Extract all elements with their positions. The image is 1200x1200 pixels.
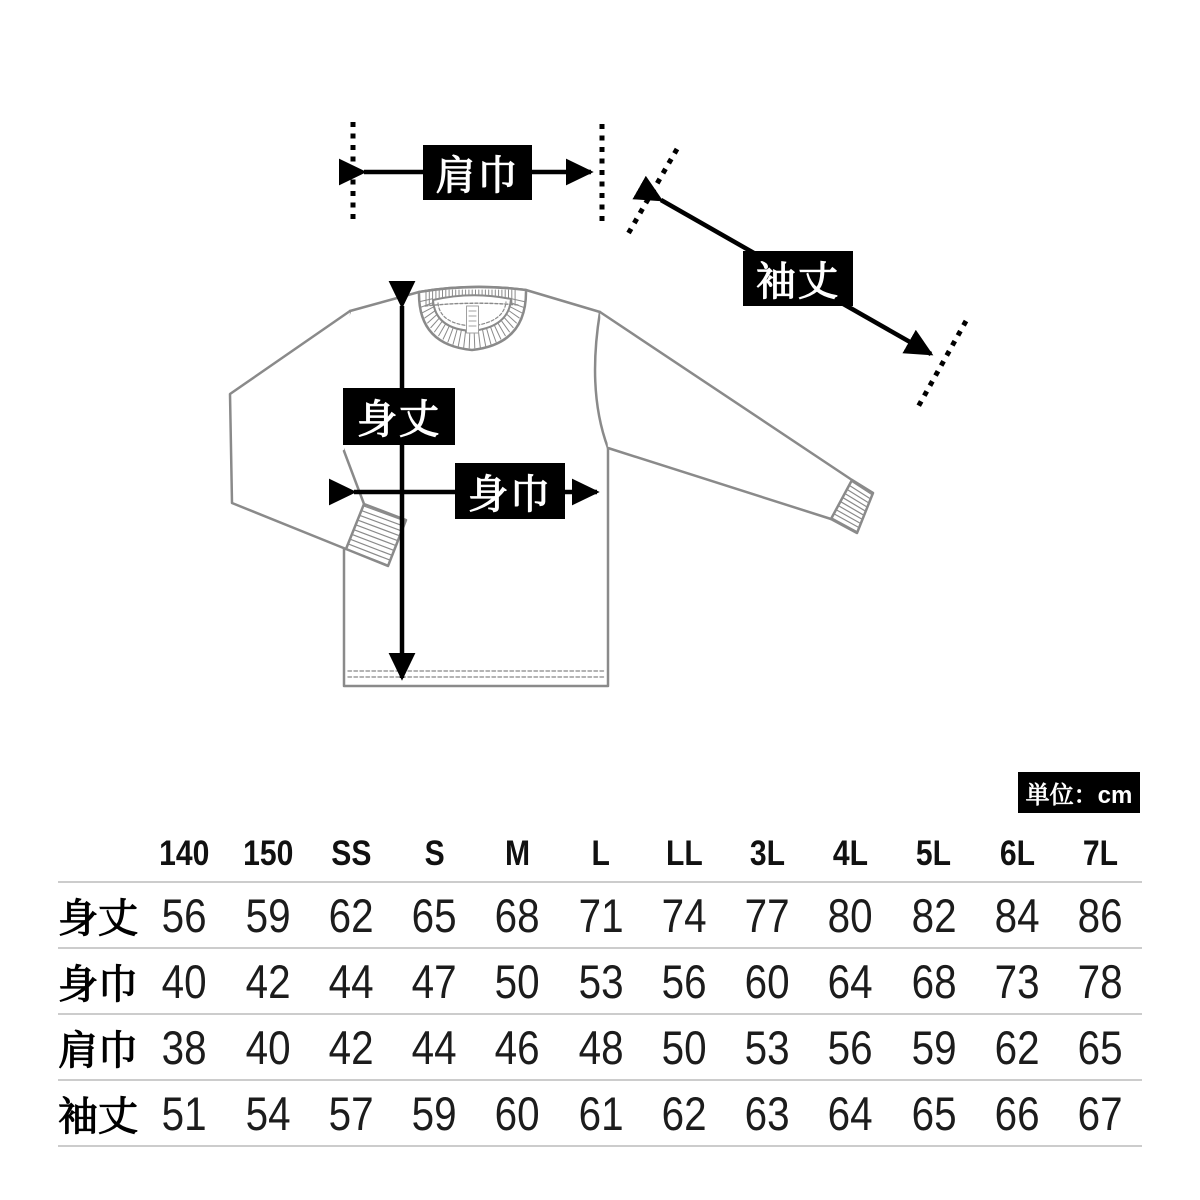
- measurement-value-cell: 74: [661, 888, 707, 942]
- measurement-value-cell: 44: [411, 1020, 457, 1074]
- measurement-value-cell: 56: [661, 954, 707, 1008]
- measurement-value-cell: 48: [578, 1020, 624, 1074]
- size-header-cell: 4L: [833, 833, 869, 873]
- measurement-value-cell: 80: [828, 888, 874, 942]
- measurement-value-cell: 82: [911, 888, 957, 942]
- measurement-value-cell: 65: [911, 1086, 957, 1140]
- measurement-value-cell: 64: [828, 954, 874, 1008]
- measurement-value-cell: 56: [162, 888, 208, 942]
- measurement-value-cell: 67: [1077, 1086, 1123, 1140]
- shoulder-width-label: 肩巾: [423, 145, 532, 200]
- measurement-row: [58, 883, 1142, 949]
- sleeve-guide-top: [628, 149, 677, 234]
- measurement-value-cell: 42: [328, 1020, 374, 1074]
- measurement-value-cell: 62: [328, 888, 374, 942]
- measurement-value-cell: 78: [1077, 954, 1123, 1008]
- size-header-cell: 150: [242, 833, 293, 873]
- size-header-cell: L: [591, 833, 611, 873]
- measurement-value-cell: 68: [911, 954, 957, 1008]
- measurement-value-cell: 46: [495, 1020, 541, 1074]
- size-header-cell: 5L: [916, 833, 952, 873]
- body-length-label: 身丈: [343, 388, 455, 445]
- measurement-value-cell: 57: [328, 1086, 374, 1140]
- measurement-value-cell: 77: [744, 888, 790, 942]
- sleeve-guide-bottom: [918, 321, 966, 407]
- measurement-row: [58, 949, 1142, 1015]
- sleeve-length-label: 袖丈: [743, 251, 853, 306]
- measurement-value-cell: 65: [411, 888, 457, 942]
- measurement-value-cell: 65: [1077, 1020, 1123, 1074]
- size-header-cell: 6L: [999, 833, 1035, 873]
- size-header-cell: 140: [159, 833, 210, 873]
- body-width-label: 身巾: [455, 463, 565, 519]
- measurement-value-cell: 54: [245, 1086, 291, 1140]
- measurement-value-cell: 40: [162, 954, 208, 1008]
- measurement-value-cell: 73: [994, 954, 1040, 1008]
- measurement-value-cell: 44: [328, 954, 374, 1008]
- measurement-row-label: 肩巾: [58, 1028, 138, 1073]
- measurement-value-cell: 42: [245, 954, 291, 1008]
- measurement-value-cell: 63: [744, 1086, 790, 1140]
- measurement-value-cell: 86: [1077, 888, 1123, 942]
- measurement-value-cell: 53: [578, 954, 624, 1008]
- measurement-value-cell: 64: [828, 1086, 874, 1140]
- measurement-value-cell: 66: [994, 1086, 1040, 1140]
- unit-badge: 単位：cm: [1018, 772, 1140, 813]
- measurement-value-cell: 62: [661, 1086, 707, 1140]
- measurement-value-cell: 47: [411, 954, 457, 1008]
- corner-cell: [58, 826, 143, 881]
- measurement-row-label: 身丈: [58, 896, 138, 941]
- neck-tag: [467, 306, 479, 333]
- measurement-value-cell: 50: [495, 954, 541, 1008]
- measurement-value-cell: 59: [245, 888, 291, 942]
- size-table: [58, 826, 1142, 1147]
- measurement-value-cell: 51: [162, 1086, 208, 1140]
- measurement-value-cell: 59: [911, 1020, 957, 1074]
- measurement-value-cell: 56: [828, 1020, 874, 1074]
- measurement-value-cell: 61: [578, 1086, 624, 1140]
- size-header-cell: M: [505, 833, 531, 873]
- measurement-value-cell: 68: [495, 888, 541, 942]
- size-header-cell: 7L: [1082, 833, 1118, 873]
- size-header-cell: SS: [331, 833, 372, 873]
- measurement-value-cell: 84: [994, 888, 1040, 942]
- size-header-row: [58, 826, 1142, 883]
- measurement-value-cell: 60: [495, 1086, 541, 1140]
- size-header-cell: 3L: [749, 833, 785, 873]
- size-header-cell: S: [424, 833, 445, 873]
- size-header-cell: LL: [665, 833, 703, 873]
- measurement-row-label: 身巾: [58, 962, 138, 1007]
- measurement-value-cell: 53: [744, 1020, 790, 1074]
- measurement-value-cell: 38: [162, 1020, 208, 1074]
- right-sleeve: [600, 312, 852, 519]
- measurement-value-cell: 62: [994, 1020, 1040, 1074]
- measurement-value-cell: 59: [411, 1086, 457, 1140]
- measurement-row: [58, 1015, 1142, 1081]
- measurement-row-label: 袖丈: [58, 1094, 138, 1139]
- measurement-value-cell: 50: [661, 1020, 707, 1074]
- measurement-value-cell: 40: [245, 1020, 291, 1074]
- measurement-value-cell: 71: [578, 888, 624, 942]
- measurement-value-cell: 60: [744, 954, 790, 1008]
- measurement-row: [58, 1081, 1142, 1147]
